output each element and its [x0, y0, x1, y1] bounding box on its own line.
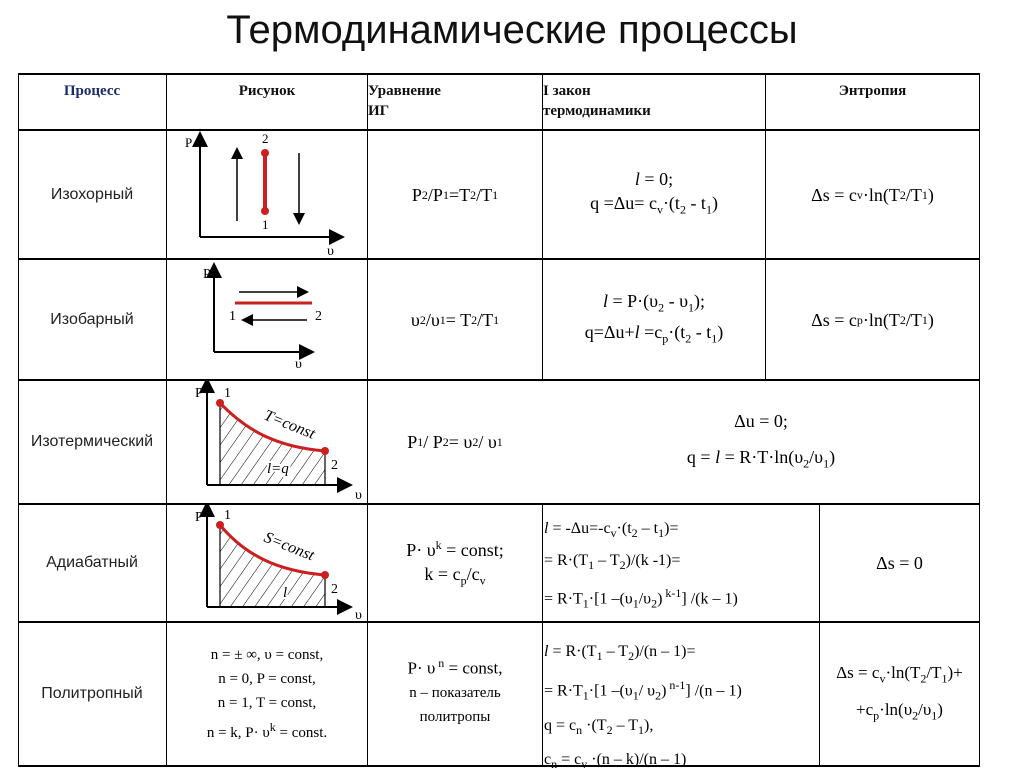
adiabatic-equation-line2: $k = c_p/c_v$ [424, 564, 486, 588]
isobaric-first-law [543, 260, 765, 379]
polytropic-equation-line1: P· υ $^n$ = const, [407, 656, 503, 678]
adiabatic-work-line3: = $R\cdot T_1\cdot[1$ $-(\upsilon_1/\upsilon_2)$ $^{k-1}$] /(k – 1) [544, 586, 738, 611]
polytropic-first-law [544, 623, 819, 772]
polytropic-heat-capacity: $c_n = c_v \cdot(n - k)/(n - 1)$ [544, 750, 687, 772]
adiabatic-work-line2: = $R\cdot(T_1 - T_2)/(k$ -1)= [544, 552, 681, 573]
area-label: l=q [267, 461, 289, 477]
p-axis-label: P [195, 510, 203, 525]
polytropic-entropy-line2: $+c_p\cdot\ln(\upsilon_2/\upsilon_1)$ [856, 700, 943, 723]
polytropic-entropy [820, 623, 979, 765]
isochoric-first-law [543, 131, 765, 258]
isothermal-equation: P 1 / P 2 = υ 2 / υ 1 [407, 432, 503, 452]
point-1-label: 1 [224, 508, 231, 523]
isochoric-diagram [167, 131, 367, 258]
point-2-dot [321, 571, 329, 579]
curve-label: T=const [261, 406, 318, 443]
rule-col3b [542, 503, 543, 767]
isothermal-diagram [167, 381, 367, 503]
header-process: Процесс [63, 83, 121, 99]
v-axis-label: υ [295, 357, 302, 372]
polytropic-case-isothermal: n = 1, T = const, [217, 695, 317, 711]
adiabatic-diagram [167, 505, 367, 621]
adiabatic-work-line1: $l = -\Delta u=-c_v\cdot(t_2 - t_1)=$ [544, 520, 679, 541]
point-1-label: 1 [262, 217, 269, 232]
point-1-dot [261, 207, 269, 215]
header-figure: Рисунок [238, 83, 296, 99]
point-2-dot [321, 447, 329, 455]
isobaric-work: $l = P\cdot(\upsilon_2 - \upsilon_1)$; [603, 290, 705, 315]
isobaric-entropy: Δs = c p ·ln(T 2 /T 1 ) [811, 309, 934, 330]
process-table [18, 73, 980, 772]
isochoric-heat: $q =\Delta u= c_v\cdot(t_2 - t_1)$ [590, 193, 718, 217]
point-1-label: 1 [224, 386, 231, 401]
isobaric-diagram [167, 260, 367, 379]
point-2-label: 2 [315, 309, 322, 324]
row-name-isochoric: Изохорный [50, 185, 134, 203]
polytropic-case-isochoric: n = ± ∞, υ = const, [210, 647, 324, 663]
area-label: l [283, 585, 288, 601]
row-name-polytropic: Политропный [41, 685, 143, 702]
adiabatic-equation [368, 505, 542, 621]
rule-right [979, 73, 980, 767]
v-axis-label: υ [355, 608, 362, 621]
point-2-dot [261, 149, 269, 157]
header-equation-line1: Уравнение [368, 83, 441, 99]
isothermal-energy: Δu = 0; [734, 410, 788, 431]
isochoric-equation: P 2 /P 1 =T 2 /T 1 [411, 184, 499, 205]
point-1-label: 1 [229, 309, 236, 324]
isochoric-entropy: Δs = c v ·ln(T 2 /T 1 ) [811, 184, 934, 205]
header-first-law [543, 73, 765, 129]
header-first-law-line2: термодинамики [543, 103, 651, 119]
row-name-isobaric: Изобарный [50, 310, 134, 328]
row-name-adiabatic: Адиабатный [46, 554, 138, 571]
point-1-dot [216, 521, 224, 529]
polytropic-equation [368, 623, 542, 765]
adiabatic-first-law [544, 505, 819, 621]
polytropic-equation-line3: политропы [419, 708, 491, 725]
header-entropy: Энтропия [838, 83, 907, 99]
isothermal-first-law [543, 381, 979, 503]
point-2-label: 2 [331, 458, 338, 473]
row-name-isothermal: Изотермический [30, 433, 154, 450]
page-title: Термодинамические процессы [226, 8, 798, 52]
isobaric-equation: υ 2 /υ 1 = T 2 /T 1 [410, 309, 500, 330]
adiabatic-entropy: Δs = 0 [876, 553, 923, 573]
point-2-label: 2 [262, 131, 269, 146]
p-axis-label: P [185, 135, 193, 150]
p-axis-label: P [195, 386, 203, 401]
polytropic-cases [167, 623, 367, 765]
header-equation [368, 73, 542, 129]
polytropic-case-isobaric: n = 0, P = const, [218, 671, 316, 687]
v-axis-label: υ [355, 488, 362, 503]
header-first-law-line1: I закон [543, 83, 591, 99]
adiabatic-equation-line1: $P\cdot \upsilon^k$ = const; [406, 538, 504, 561]
header-equation-line2: ИГ [368, 103, 390, 119]
point-1-dot [216, 399, 224, 407]
polytropic-work-line1: $l = R\cdot(T_1 - T_2)/(n - 1)=$ [544, 643, 696, 664]
polytropic-case-adiabatic: n = k, $P\cdot \upsilon^k$ = const. [206, 720, 328, 741]
v-axis-label: υ [327, 244, 334, 258]
isobaric-heat: $q=\Delta u+l =c_p\cdot(t_2 - t_1)$ [584, 321, 724, 346]
curve-label: S=const [261, 528, 317, 565]
p-axis-label: P [203, 267, 211, 282]
isothermal-heat: $q = l = R\cdot T\cdot\ln(\upsilon_2/\upsilon_1)$ [686, 446, 836, 471]
polytropic-entropy-line1: $\Delta s = c_v\cdot\ln(T_2/T_1)+$ [836, 662, 963, 685]
polytropic-equation-line2: n – показатель [409, 684, 501, 701]
isochoric-work: l = 0; [634, 169, 674, 190]
polytropic-heat: $q = c_n \cdot(T_2 - T_1)$, [544, 716, 654, 737]
point-2-label: 2 [331, 582, 338, 597]
polytropic-work-line2: = $R\cdot T_1\cdot[1$ $-(\upsilon_1/$ $\upsilon_2$) $^{n-1}$] /(n – 1) [544, 678, 742, 703]
